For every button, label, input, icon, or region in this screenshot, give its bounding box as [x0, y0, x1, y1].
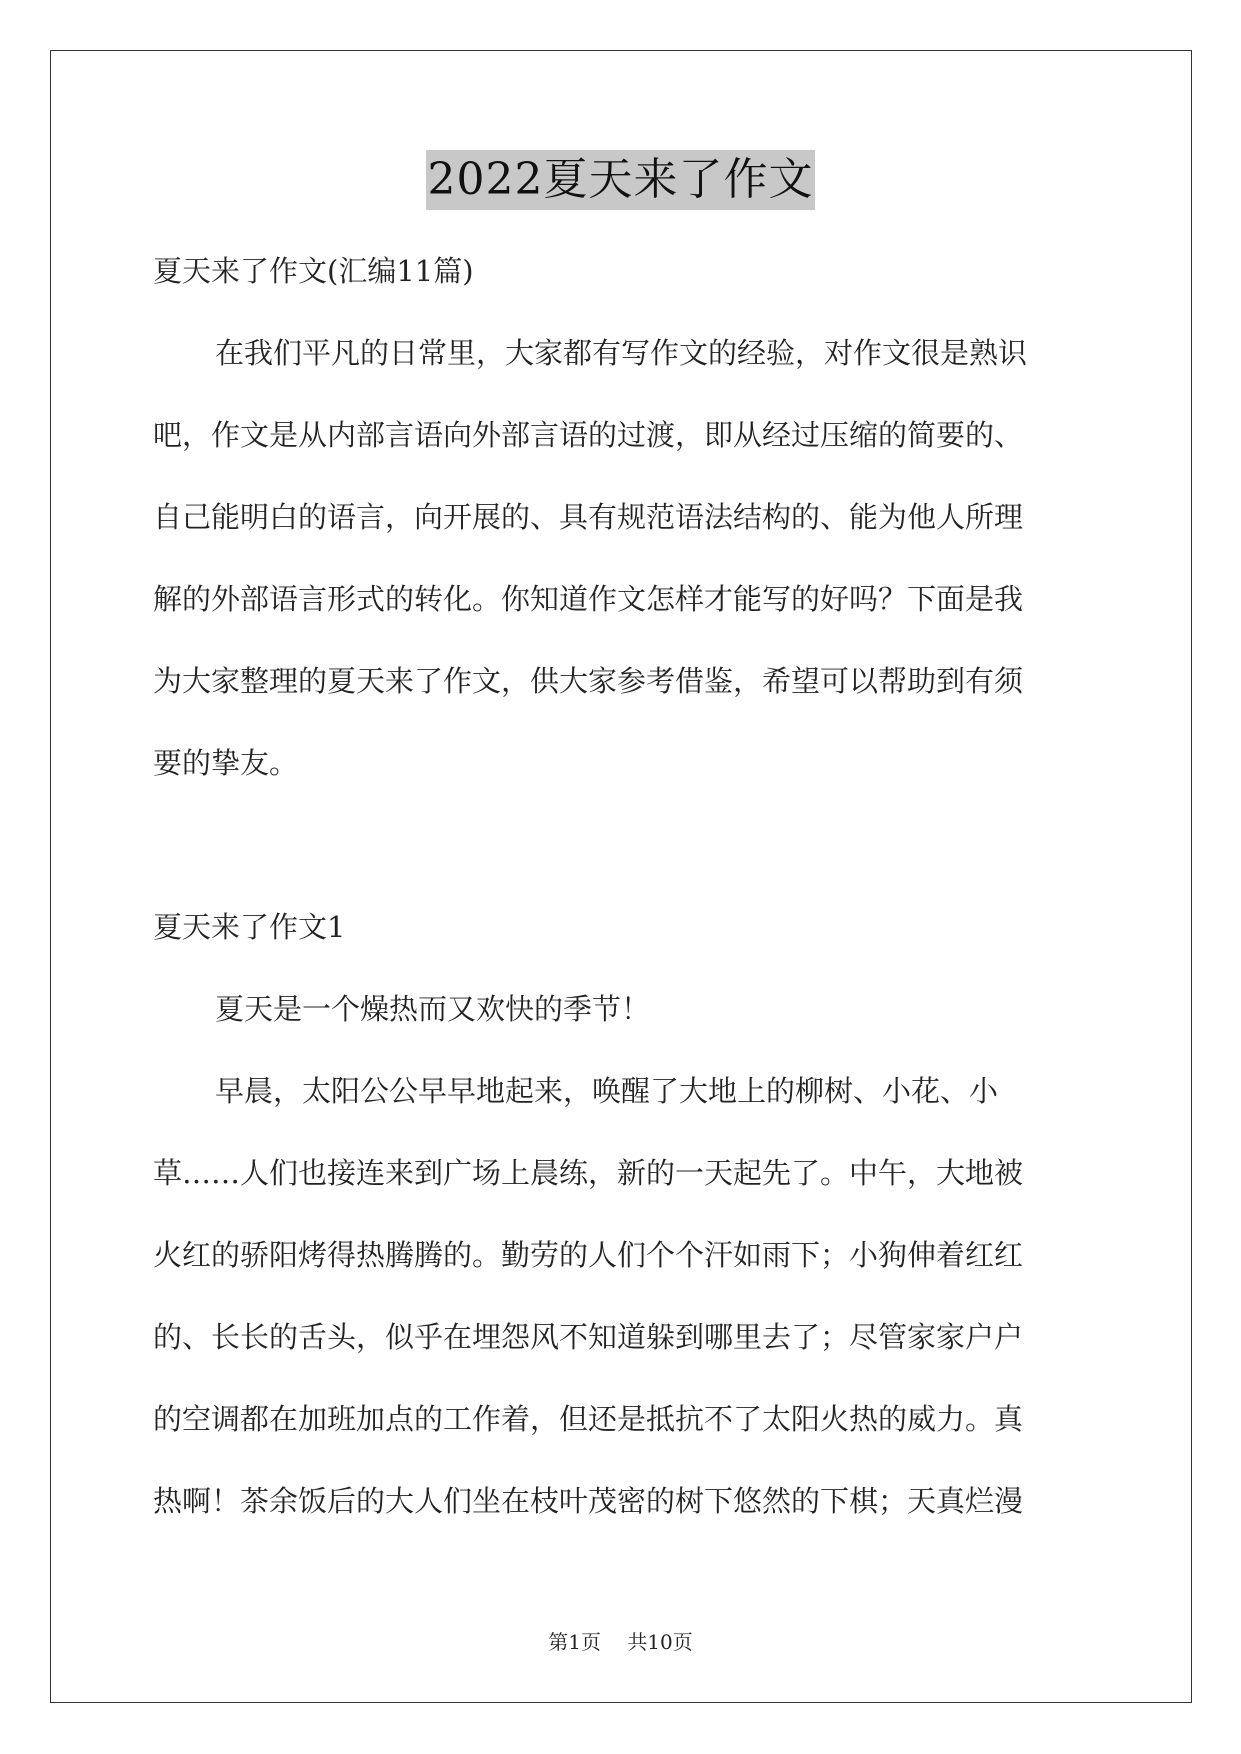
section-line: 的空调都在加班加点的工作着，但还是抵抗不了太阳火热的威力。真: [153, 1402, 1024, 1436]
document-body: [153, 230, 1093, 1542]
section-heading: 夏天来了作文1: [153, 910, 346, 944]
intro-line: 自己能明白的语言，向开展的、具有规范语法结构的、能为他人所理: [153, 500, 1024, 534]
title-container: [0, 150, 1241, 210]
document-subtitle: 夏天来了作文(汇编11篇): [153, 254, 474, 288]
intro-line: 在我们平凡的日常里，大家都有写作文的经验，对作文很是熟识: [215, 336, 1028, 370]
intro-line: 为大家整理的夏天来了作文，供大家参考借鉴，希望可以帮助到有须: [153, 664, 1024, 698]
section-line: 早晨，太阳公公早早地起来，唤醒了大地上的柳树、小花、小: [215, 1074, 999, 1108]
section-line: 火红的骄阳烤得热腾腾的。勤劳的人们个个汗如雨下；小狗伸着红红: [153, 1238, 1024, 1272]
page-footer: [0, 1626, 1241, 1655]
document-title: 2022夏天来了作文: [426, 150, 816, 210]
intro-line: 要的挚友。: [153, 746, 299, 780]
intro-line: 解的外部语言形式的转化。你知道作文怎样才能写的好吗？下面是我: [153, 582, 1024, 616]
section-paragraph-line: 夏天是一个燥热而又欢快的季节！: [215, 992, 651, 1026]
intro-line: 吧，作文是从内部言语向外部言语的过渡，即从经过压缩的简要的、: [153, 418, 1024, 452]
section-line: 的、长长的舌头，似乎在埋怨风不知道躲到哪里去了；尽管家家户户: [153, 1320, 1024, 1354]
page-number-total: 共10页: [627, 1630, 693, 1654]
page-number-current: 第1页: [548, 1630, 601, 1654]
blank-line: [153, 804, 1093, 886]
section-line: 草……人们也接连来到广场上晨练，新的一天起先了。中午，大地被: [153, 1156, 1024, 1190]
section-line: 热啊！茶余饭后的大人们坐在枝叶茂密的树下悠然的下棋；天真烂漫: [153, 1484, 1024, 1518]
